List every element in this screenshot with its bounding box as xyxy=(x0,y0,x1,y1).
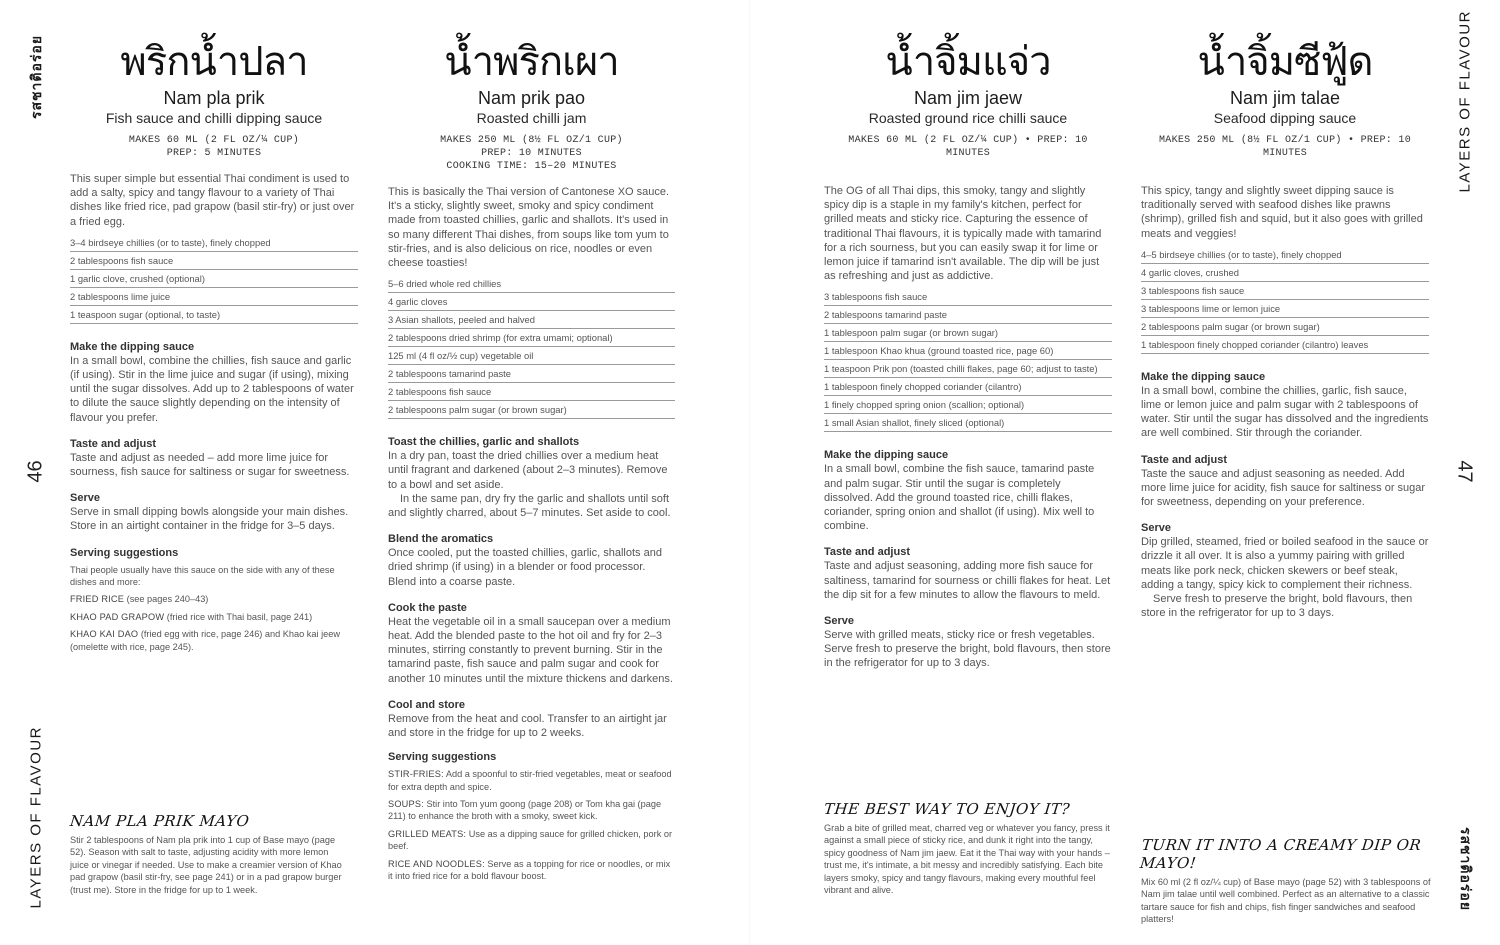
suggestions-heading: Serving suggestions xyxy=(70,546,179,559)
ingredient: 2 tablespoons lime juice xyxy=(70,288,358,306)
recipe-intro: This is basically the Thai version of Cantonese XO sauce. It's a sticky, slightly sweet, smoky and spicy condiment made from toasted chillies, garlic and shallots. It's used in so many different Thai dishes, from soups like tom yum to stir-fries, and is also delicious on rice, noodles or even cheese toasties! xyxy=(388,186,670,270)
suggestion-text: Add a spoonful to stir-fried vegetables, meat or seafood for extra depth and spice. xyxy=(388,769,672,792)
step-text: Once cooled, put the toasted chillies, garlic, shallots and dried shrimp (if using) in a blender or food processor. Blend into a coarse paste. xyxy=(388,547,662,588)
ingredient: 3 tablespoons fish sauce xyxy=(1141,282,1429,300)
ingredient: 3 Asian shallots, peeled and halved xyxy=(388,311,675,329)
ingredient: 1 finely chopped spring onion (scallion; optional) xyxy=(824,396,1112,414)
recipe-subtitle: Roasted chilli jam xyxy=(476,110,587,126)
recipe-meta xyxy=(824,134,1112,160)
serving-suggestions xyxy=(388,750,675,882)
suggestion-text: Use as a dipping sauce for grilled chicken, pork or beef. xyxy=(388,828,673,852)
thai-section-label-right: รสชาติอร่อย xyxy=(1458,826,1474,912)
serving-suggestions xyxy=(70,546,358,653)
method-step xyxy=(1141,370,1429,441)
tip-creamy-dip-or-mayo xyxy=(1141,836,1431,926)
method-step xyxy=(70,491,358,533)
yield: MAKES 250 ML (8½ FL OZ/1 CUP) xyxy=(440,135,623,146)
ingredient: 2 tablespoons dried shrimp (for extra umami; optional) xyxy=(388,329,675,347)
step-text: In a dry pan, toast the dried chillies over a medium heat until fragrant and darkened (about 2–3 minutes). Remove to a bowl and set aside. xyxy=(388,450,668,491)
recipe-subtitle: Seafood dipping sauce xyxy=(1213,110,1357,126)
thai-title: น้ำพริกเผา xyxy=(444,39,619,85)
ingredient: 2 tablespoons palm sugar (or brown sugar) xyxy=(388,401,675,419)
suggestion-text: Stir into Tom yum goong (page 208) or Tom kha gai (page 211) to enhance the broth with a smoky, sweet kick. xyxy=(388,799,662,822)
ingredient: 1 teaspoon Prik pon (toasted chilli flakes, page 60; adjust to taste) xyxy=(824,360,1112,378)
recipe-subtitle: Roasted ground rice chilli sauce xyxy=(868,110,1068,126)
tip-heading: TURN IT INTO A CREAMY DIP OR MAYO! xyxy=(1139,836,1423,872)
suggestion-dish: KHAO KAI DAO xyxy=(70,629,139,640)
ingredient-list xyxy=(1141,249,1429,354)
section-label-left: LAYERS OF FLAVOUR xyxy=(27,726,45,909)
tip-heading: NAM PLA PRIK MAYO xyxy=(69,812,251,830)
step-heading: Make the dipping sauce xyxy=(1141,370,1266,383)
suggestion-text: (fried egg with rice, page 246) and Khao kai jeew (omelette with rice, page 245). xyxy=(70,629,341,652)
step-heading: Toast the chillies, garlic and shallots xyxy=(388,436,580,449)
ingredient: 1 tablespoon Khao khua (ground toasted rice, page 60) xyxy=(824,342,1112,360)
ingredient: 5–6 dried whole red chillies xyxy=(388,278,675,293)
step-heading: Serve xyxy=(824,615,854,628)
page-gutter xyxy=(749,0,751,945)
tip-best-way-to-enjoy xyxy=(824,800,1114,896)
ingredient: 1 garlic clove, crushed (optional) xyxy=(70,270,358,288)
method-step xyxy=(1141,521,1429,620)
ingredient: 2 tablespoons palm sugar (or brown sugar) xyxy=(1141,318,1429,336)
recipe-meta xyxy=(70,134,358,160)
step-text: Taste and adjust as needed – add more lime juice for sourness, fish sauce for saltiness or sugar for sweetness. xyxy=(70,451,350,479)
step-text: In a small bowl, combine the fish sauce, tamarind paste and palm sugar. Stir until the sugar is completely dissolved. Add the ground toasted rice, chilli flakes, coriander, spring onion and shallot (if using). Mix well to combine. xyxy=(824,463,1095,533)
recipe-nam-pla-prik xyxy=(70,40,358,658)
recipe-header xyxy=(1141,40,1429,160)
tip-text: Mix 60 ml (2 fl oz/¼ cup) of Base mayo (page 52) with 3 tablespoons of Nam jim talae until well combined. Perfect as an alternative to a classic tartare sauce for fish and chips, fish finger sandwiches and seafood platters! xyxy=(1141,877,1431,925)
step-text: Serve with grilled meats, sticky rice or fresh vegetables. Serve fresh to preserve the bright, bold flavours, then store in the refrigerator for up to 3 days. xyxy=(824,629,1111,670)
tip-text: Stir 2 tablespoons of Nam pla prik into 1 cup of Base mayo (page 52). Season with salt to taste, adjusting acidity with more lemon juice or vinegar if needed. Use to make a creamier version of Khao pad grapow (basil stir-fry, see page 241) or in a pad grapow burger (trust me). Store in the fridge for up to 1 week. xyxy=(70,835,342,895)
method-step xyxy=(70,340,358,425)
ingredient: 3–4 birdseye chillies (or to taste), finely chopped xyxy=(70,237,358,252)
step-heading: Make the dipping sauce xyxy=(824,449,949,462)
ingredient: 125 ml (4 fl oz/½ cup) vegetable oil xyxy=(388,347,675,365)
suggestion-text: Serve as a topping for rice or noodles, or mix it into fried rice for a bold flavour boost. xyxy=(388,858,671,882)
step-heading: Taste and adjust xyxy=(1141,453,1227,466)
page-number-right: 47 xyxy=(1453,460,1476,483)
recipe-nam-jim-jaew xyxy=(824,40,1112,671)
ingredient: 1 teaspoon sugar (optional, to taste) xyxy=(70,306,358,324)
suggestion-text: (fried rice with Thai basil, page 241) xyxy=(164,611,313,622)
step-text: In the same pan, dry fry the garlic and shallots until soft and slightly charred, about 5–7 minutes. Set aside to cool. xyxy=(388,492,671,520)
thai-title: พริกน้ำปลา xyxy=(120,39,308,85)
suggestion-dish: GRILLED MEATS: xyxy=(388,828,467,839)
method-step xyxy=(388,698,675,740)
step-text: Taste and adjust seasoning, adding more fish sauce for saltiness, tamarind for sourness or chilli flakes for heat. Let the dip sit for a few minutes to allow the flavours to meld. xyxy=(824,560,1111,601)
ingredient: 4 garlic cloves, crushed xyxy=(1141,264,1429,282)
step-text: In a small bowl, combine the chillies, fish sauce and garlic (if using). Stir in the lime juice and sugar (if using), mixing until the sugar dissolves. Add up to 2 tablespoons of water to dilute the sauce slightly depending on the intensity of flavour you prefer. xyxy=(70,354,354,424)
page-number-left: 46 xyxy=(24,460,47,483)
tip-nam-pla-prik-mayo xyxy=(70,812,348,896)
step-text: Serve in small dipping bowls alongside your main dishes. Store in an airtight container in the fridge for 3–5 days. xyxy=(70,506,349,533)
method-step xyxy=(1141,453,1429,510)
step-text: Heat the vegetable oil in a small saucepan over a medium heat. Add the blended paste to the hot oil and fry for 2–3 minutes, stirring constantly to prevent burning. Stir in the tamarind paste, fish sauce and palm sugar and cook for another 10 minutes until the mixture thickens and darkens. xyxy=(388,615,673,685)
ingredient-list xyxy=(824,291,1112,432)
ingredient: 2 tablespoons tamarind paste xyxy=(824,306,1112,324)
yield-and-prep: MAKES 60 ML (2 FL OZ/¼ CUP) • PREP: 10 MINUTES xyxy=(848,135,1088,159)
ingredient: 2 tablespoons fish sauce xyxy=(70,252,358,270)
tip-heading: THE BEST WAY TO ENJOY IT? xyxy=(823,800,1071,818)
suggestion-dish: SOUPS: xyxy=(388,799,424,810)
recipe-nam-jim-talae xyxy=(1141,40,1429,620)
section-label-right: LAYERS OF FLAVOUR xyxy=(1456,10,1474,193)
suggestion-item xyxy=(70,611,358,623)
suggestions-intro: Thai people usually have this sauce on the side with any of these dishes and more: xyxy=(70,564,335,588)
step-text: Dip grilled, steamed, fried or boiled seafood in the sauce or drizzle it all over. It is also a yummy pairing with grilled meats like pork neck, chicken skewers or beef steak, adding a tangy, spicy kick to complement their richness. xyxy=(1141,536,1429,591)
recipe-header xyxy=(70,40,358,160)
suggestion-item xyxy=(388,798,675,823)
prep-time: PREP: 10 MINUTES xyxy=(481,148,582,159)
method-step xyxy=(824,545,1112,602)
suggestion-item xyxy=(70,628,358,653)
recipe-intro: This spicy, tangy and slightly sweet dipping sauce is traditionally served with seafood dishes like prawns (shrimp), grilled fish and squid, but it also goes with grilled meats and veggies! xyxy=(1141,185,1423,240)
suggestion-dish: STIR-FRIES: xyxy=(388,769,444,780)
ingredient: 1 small Asian shallot, finely sliced (optional) xyxy=(824,414,1112,432)
recipe-intro: This super simple but essential Thai condiment is used to add a salty, spicy and tangy flavour to a variety of Thai dishes like fried rice, pad grapow (basil stir-fry) or just over a fried egg. xyxy=(70,173,355,228)
suggestion-dish: FRIED RICE xyxy=(70,594,125,605)
ingredient-list xyxy=(70,237,358,324)
step-heading: Cool and store xyxy=(388,698,466,711)
step-text: In a small bowl, combine the chillies, garlic, fish sauce, lime or lemon juice and palm sugar with 2 tablespoons of water. Stir until the sugar has dissolved and the ingredients are well combined. Stir through the coriander. xyxy=(1141,384,1429,440)
suggestion-item xyxy=(388,768,675,793)
step-text: Remove from the heat and cool. Transfer to an airtight jar and store in the fridge for up to 2 weeks. xyxy=(388,712,667,740)
tip-text: Grab a bite of grilled meat, charred veg or whatever you fancy, press it against a small piece of sticky rice, and dunk it right into the tangy, spicy goodness of Nam jim jaew. Eat it the Thai way with your hands – trust me, it's intimate, a bit messy and incredibly satisfying. Each bite layers smoky, spicy and tangy flavours, making every mouthful feel vibrant and alive. xyxy=(824,823,1110,896)
ingredient: 2 tablespoons tamarind paste xyxy=(388,365,675,383)
ingredient-list xyxy=(388,278,675,419)
ingredient: 3 tablespoons lime or lemon juice xyxy=(1141,300,1429,318)
recipe-title: Nam jim talae xyxy=(1229,88,1341,108)
yield: MAKES 60 ML (2 FL OZ/¼ CUP) xyxy=(128,135,300,146)
method-step xyxy=(388,532,675,589)
method-step xyxy=(388,435,675,520)
ingredient: 3 tablespoons fish sauce xyxy=(824,291,1112,306)
cooking-time: COOKING TIME: 15–20 MINUTES xyxy=(446,161,617,172)
ingredient: 1 tablespoon palm sugar (or brown sugar) xyxy=(824,324,1112,342)
recipe-intro: The OG of all Thai dips, this smoky, tangy and slightly spicy dip is a staple in my family's kitchen, perfect for grilled meats and sticky rice. Capturing the essence of traditional Thai flavours, it is typically made with tamarind for a rich sourness, but you can easily swap it for lime or lemon juice if tamarind isn't available. The dip will be just as refreshing and just as addictive. xyxy=(824,185,1102,283)
thai-section-label-left: รสชาติอร่อย xyxy=(28,34,44,120)
ingredient: 2 tablespoons fish sauce xyxy=(388,383,675,401)
recipe-nam-prik-pao xyxy=(388,40,675,888)
ingredient: 4–5 birdseye chillies (or to taste), finely chopped xyxy=(1141,249,1429,264)
suggestion-text: (see pages 240–43) xyxy=(124,594,209,605)
suggestion-dish: KHAO PAD GRAPOW xyxy=(70,611,165,622)
method-step xyxy=(824,614,1112,671)
step-text: Taste the sauce and adjust seasoning as needed. Add more lime juice for acidity, fish sauce for saltiness or sugar for sweetness, depending on your preference. xyxy=(1141,467,1426,509)
method-step xyxy=(70,437,358,479)
thai-title: น้ำจิ้มซีฟู้ด xyxy=(1197,39,1373,85)
recipe-title: Nam prik pao xyxy=(477,88,586,108)
suggestion-dish: RICE AND NOODLES: xyxy=(388,858,485,869)
yield-and-prep: MAKES 250 ML (8½ FL OZ/1 CUP) • PREP: 10 MINUTES xyxy=(1158,135,1412,159)
thai-title: น้ำจิ้มแจ่ว xyxy=(885,39,1051,85)
recipe-meta xyxy=(1141,134,1429,160)
recipe-subtitle: Fish sauce and chilli dipping sauce xyxy=(105,110,323,126)
recipe-header xyxy=(388,40,675,173)
step-heading: Serve xyxy=(1141,522,1171,535)
step-heading: Make the dipping sauce xyxy=(70,340,195,353)
step-heading: Serve xyxy=(70,492,100,505)
suggestions-heading: Serving suggestions xyxy=(388,751,497,764)
suggestion-item xyxy=(388,858,675,883)
step-text: Serve fresh to preserve the bright, bold flavours, then store in the refrigerator for up to 3 days. xyxy=(1141,593,1413,620)
recipe-header xyxy=(824,40,1112,160)
suggestion-item xyxy=(70,593,358,605)
method-step xyxy=(388,601,675,686)
recipe-meta xyxy=(388,134,675,173)
recipe-title: Nam pla prik xyxy=(163,88,265,108)
step-heading: Blend the aromatics xyxy=(388,533,494,546)
ingredient: 1 tablespoon finely chopped coriander (cilantro) leaves xyxy=(1141,336,1429,354)
step-heading: Taste and adjust xyxy=(824,546,910,559)
recipe-title: Nam jim jaew xyxy=(913,88,1023,108)
ingredient: 4 garlic cloves xyxy=(388,293,675,311)
ingredient: 1 tablespoon finely chopped coriander (cilantro) xyxy=(824,378,1112,396)
step-heading: Taste and adjust xyxy=(70,437,156,450)
method-step xyxy=(824,448,1112,533)
step-heading: Cook the paste xyxy=(388,601,467,614)
suggestion-item xyxy=(388,828,675,853)
prep-time: PREP: 5 MINUTES xyxy=(166,148,262,159)
